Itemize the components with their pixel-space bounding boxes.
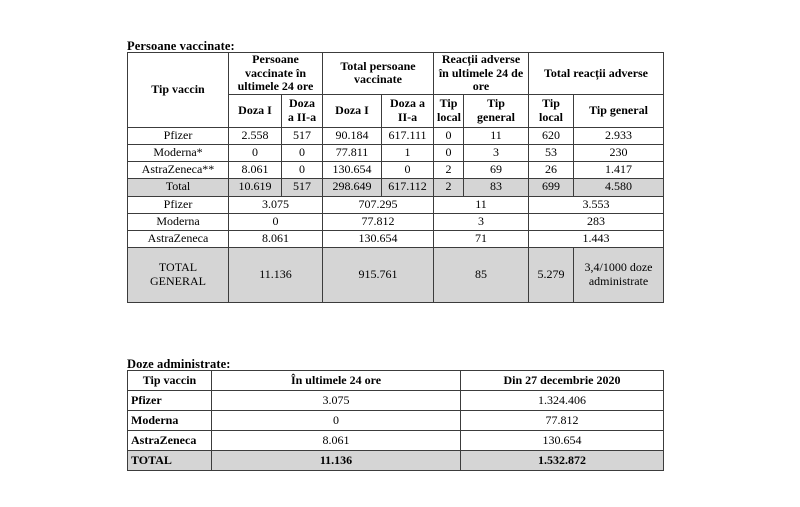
vaccinated-section: [127, 40, 235, 53]
header-sub-doza-ii-total: Doza a II-a: [382, 94, 434, 127]
cell-astrazeneca-doza1-total: 130.654: [323, 161, 382, 178]
doses-table-row: [128, 431, 664, 451]
cell-total-general-total: 4.580: [574, 178, 664, 196]
doses-total-since-start: 1.532.872: [461, 451, 664, 471]
cell-astrazeneca-general-total: 1.417: [574, 161, 664, 178]
table-row-summary: [128, 213, 664, 230]
table-row-total: [128, 178, 664, 196]
cell-moderna-doza2-24h: 0: [282, 144, 323, 161]
cell-pfizer-general-24h: 11: [464, 127, 529, 144]
summary-label-moderna: Moderna: [128, 213, 229, 230]
doses-table: [127, 370, 664, 471]
cell-total-doza2-24h: 517: [282, 178, 323, 196]
cell-total-local-24h: 2: [434, 178, 464, 196]
grand-total-adverse-rate-note: 3,4/1000 doze administrate: [574, 247, 664, 302]
row-label-astrazeneca: AstraZeneca**: [128, 161, 229, 178]
cell-total-doza1-24h: 10.619: [229, 178, 282, 196]
header-reactii-adverse-24h: Reacții adverse în ultimele 24 de ore: [434, 53, 529, 95]
cell-pfizer-doza2-total: 617.111: [382, 127, 434, 144]
cell-astrazeneca-doza1-24h: 8.061: [229, 161, 282, 178]
header-sub-doza-ii-24h: Doza a II-a: [282, 94, 323, 127]
table-row: [128, 127, 664, 144]
grand-total-vaccinated: 915.761: [323, 247, 434, 302]
doses-section: [127, 358, 231, 371]
table-row-grand-total: [128, 247, 664, 302]
summary-moderna-total-adverse: 283: [529, 213, 664, 230]
cell-total-doza1-total: 298.649: [323, 178, 382, 196]
summary-moderna-total-vaccinated: 77.812: [323, 213, 434, 230]
summary-astrazeneca-total-adverse: 1.443: [529, 230, 664, 247]
cell-total-general-24h: 83: [464, 178, 529, 196]
summary-pfizer-doses-24h: 3.075: [229, 196, 323, 213]
doses-astrazeneca-since-start: 130.654: [461, 431, 664, 451]
cell-astrazeneca-general-24h: 69: [464, 161, 529, 178]
summary-label-astrazeneca: AstraZeneca: [128, 230, 229, 247]
doses-section-title: Doze administrate:: [127, 357, 231, 371]
summary-pfizer-total-vaccinated: 707.295: [323, 196, 434, 213]
row-label-pfizer: Pfizer: [128, 127, 229, 144]
doses-total-last-24h: 11.136: [212, 451, 461, 471]
vaccinated-section-title: Persoane vaccinate:: [127, 39, 235, 53]
doses-header-last-24h: În ultimele 24 ore: [212, 371, 461, 391]
header-tip-vaccin: Tip vaccin: [128, 53, 229, 128]
header-total-reactii-adverse: Total reacții adverse: [529, 53, 664, 95]
cell-pfizer-local-total: 620: [529, 127, 574, 144]
summary-moderna-doses-24h: 0: [229, 213, 323, 230]
header-sub-tip-local-total: Tip local: [529, 94, 574, 127]
table-row-summary: [128, 230, 664, 247]
header-sub-tip-general-total: Tip general: [574, 94, 664, 127]
doses-row-label-pfizer: Pfizer: [128, 391, 212, 411]
cell-astrazeneca-doza2-24h: 0: [282, 161, 323, 178]
cell-pfizer-local-24h: 0: [434, 127, 464, 144]
doses-row-label-astrazeneca: AstraZeneca: [128, 431, 212, 451]
cell-total-local-total: 699: [529, 178, 574, 196]
doses-table-container: [127, 370, 664, 471]
doses-total-label: TOTAL: [128, 451, 212, 471]
table-row-summary: [128, 196, 664, 213]
row-label-moderna: Moderna*: [128, 144, 229, 161]
header-sub-tip-local-24h: Tip local: [434, 94, 464, 127]
doses-table-row: [128, 411, 664, 431]
doses-moderna-last-24h: 0: [212, 411, 461, 431]
summary-astrazeneca-doses-24h: 8.061: [229, 230, 323, 247]
header-sub-doza-i-total: Doza I: [323, 94, 382, 127]
row-label-total: Total: [128, 178, 229, 196]
summary-astrazeneca-adverse-24h: 71: [434, 230, 529, 247]
cell-moderna-doza1-total: 77.811: [323, 144, 382, 161]
header-sub-doza-i-24h: Doza I: [229, 94, 282, 127]
summary-label-pfizer: Pfizer: [128, 196, 229, 213]
cell-astrazeneca-local-total: 26: [529, 161, 574, 178]
doses-pfizer-since-start: 1.324.406: [461, 391, 664, 411]
doses-table-row-total: [128, 451, 664, 471]
cell-moderna-doza1-24h: 0: [229, 144, 282, 161]
cell-moderna-local-24h: 0: [434, 144, 464, 161]
doses-moderna-since-start: 77.812: [461, 411, 664, 431]
cell-pfizer-doza1-24h: 2.558: [229, 127, 282, 144]
cell-moderna-general-total: 230: [574, 144, 664, 161]
cell-pfizer-doza1-total: 90.184: [323, 127, 382, 144]
cell-pfizer-general-total: 2.933: [574, 127, 664, 144]
header-persoane-vaccinate-24h: Persoane vaccinate în ultimele 24 ore: [229, 53, 323, 95]
grand-total-adverse-local: 5.279: [529, 247, 574, 302]
table-header-group-row: [128, 53, 664, 95]
doses-table-row: [128, 391, 664, 411]
header-sub-tip-general-24h: Tip general: [464, 94, 529, 127]
doses-header-tip-vaccin: Tip vaccin: [128, 371, 212, 391]
doses-pfizer-last-24h: 3.075: [212, 391, 461, 411]
cell-astrazeneca-doza2-total: 0: [382, 161, 434, 178]
doses-astrazeneca-last-24h: 8.061: [212, 431, 461, 451]
cell-moderna-general-24h: 3: [464, 144, 529, 161]
grand-total-adverse-24h: 85: [434, 247, 529, 302]
doses-header-since-start: Din 27 decembrie 2020: [461, 371, 664, 391]
header-total-persoane-vaccinate: Total persoane vaccinate: [323, 53, 434, 95]
cell-total-doza2-total: 617.112: [382, 178, 434, 196]
summary-astrazeneca-total-vaccinated: 130.654: [323, 230, 434, 247]
cell-moderna-local-total: 53: [529, 144, 574, 161]
table-row: [128, 144, 664, 161]
doses-row-label-moderna: Moderna: [128, 411, 212, 431]
table-row: [128, 161, 664, 178]
summary-pfizer-adverse-24h: 11: [434, 196, 529, 213]
vaccinated-table-container: [127, 52, 664, 303]
cell-astrazeneca-local-24h: 2: [434, 161, 464, 178]
cell-moderna-doza2-total: 1: [382, 144, 434, 161]
summary-pfizer-total-adverse: 3.553: [529, 196, 664, 213]
summary-moderna-adverse-24h: 3: [434, 213, 529, 230]
grand-total-doses-24h: 11.136: [229, 247, 323, 302]
doses-header-row: [128, 371, 664, 391]
vaccinated-table: [127, 52, 664, 303]
cell-pfizer-doza2-24h: 517: [282, 127, 323, 144]
grand-total-label: TOTAL GENERAL: [128, 247, 229, 302]
